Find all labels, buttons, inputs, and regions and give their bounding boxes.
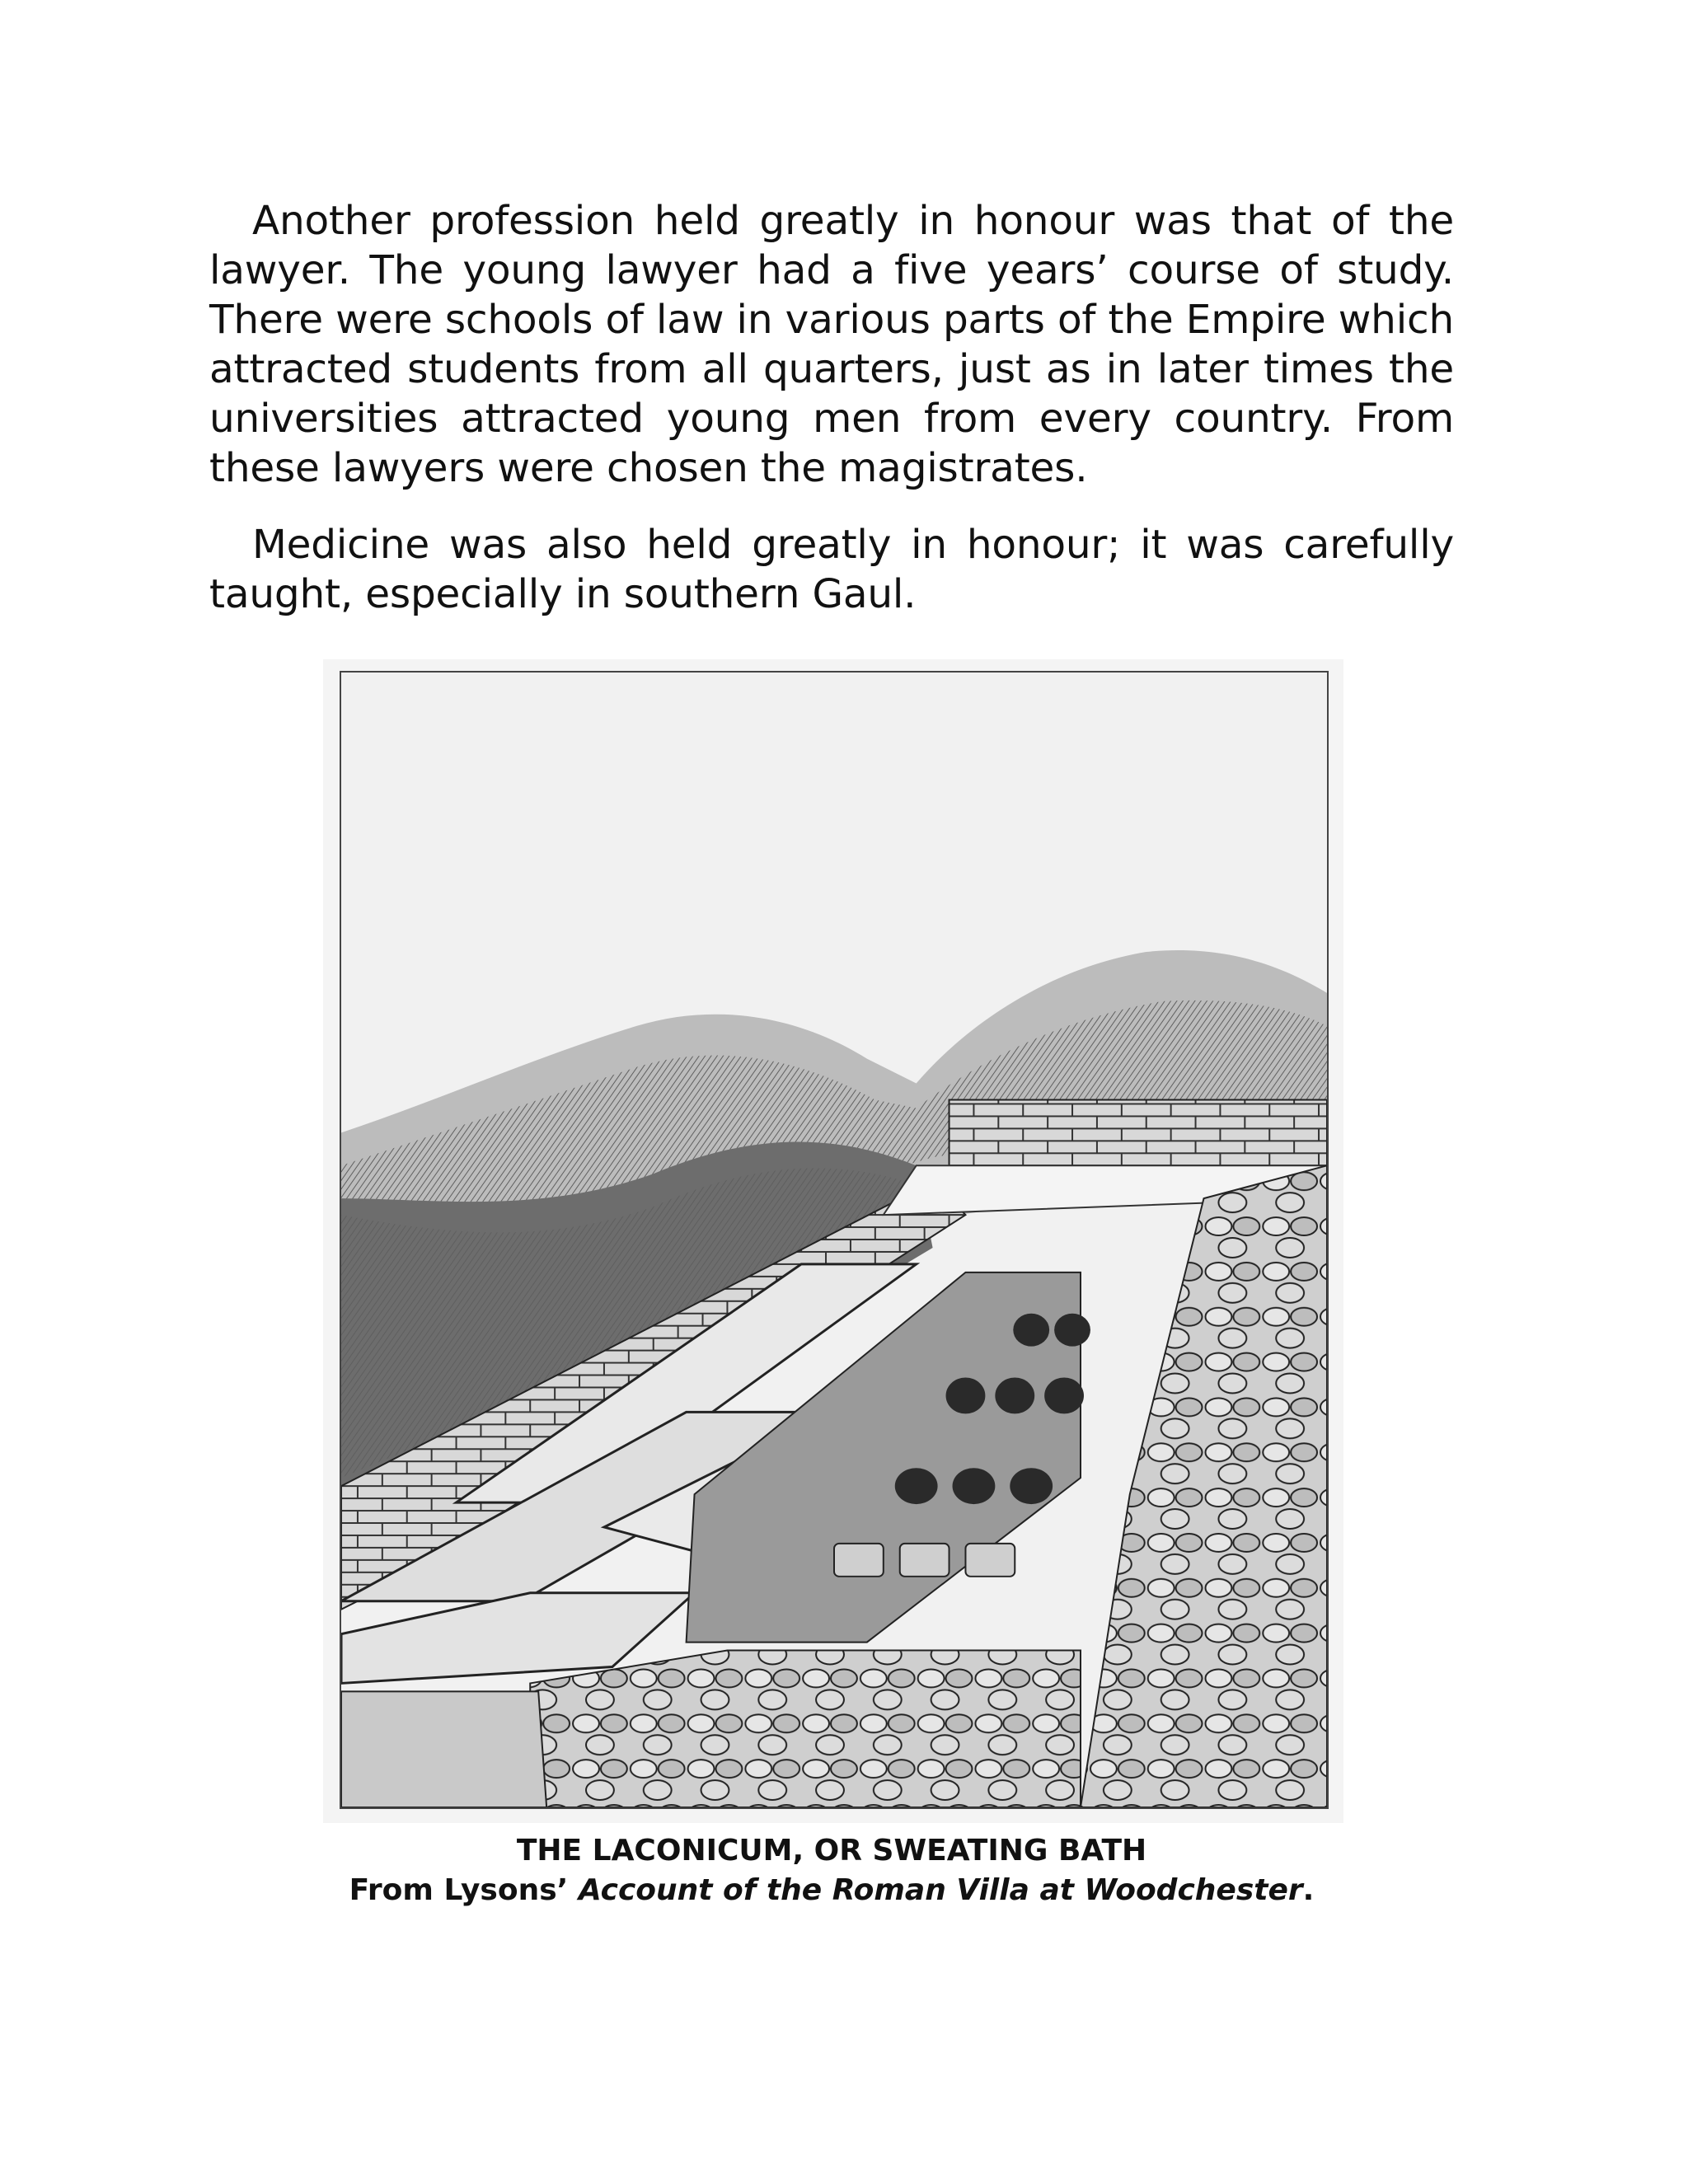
engraving-drawing — [341, 673, 1327, 1807]
caption-source-suffix: . — [1302, 1873, 1315, 1907]
figure-caption-source — [209, 1871, 1454, 1910]
laconicum-engraving — [340, 671, 1329, 1809]
caption-source-title: Account of the Roman Villa at Woodchester — [578, 1873, 1303, 1907]
caption-source-prefix: From Lysons’ — [349, 1873, 579, 1907]
figure-caption-title: THE LACONICUM, OR SWEATING BATH — [516, 1834, 1147, 1868]
paragraph-lawyer — [209, 196, 1454, 493]
paragraph-medicine — [209, 520, 1454, 619]
paragraph-text: Another profession held greatly in honour was that of the lawyer. The young lawyer had a five years’ course of study. There were schools of law in various parts of the Empire which attracted students from all quarters, just as in later times the universities attracted young men from every country. From these lawyers were chosen the magistrates. — [209, 198, 1454, 491]
illustration-frame — [323, 659, 1343, 1823]
paragraph-text: Medicine was also held greatly in honour; it was carefully taught, especially in southern Gaul. — [209, 522, 1454, 617]
